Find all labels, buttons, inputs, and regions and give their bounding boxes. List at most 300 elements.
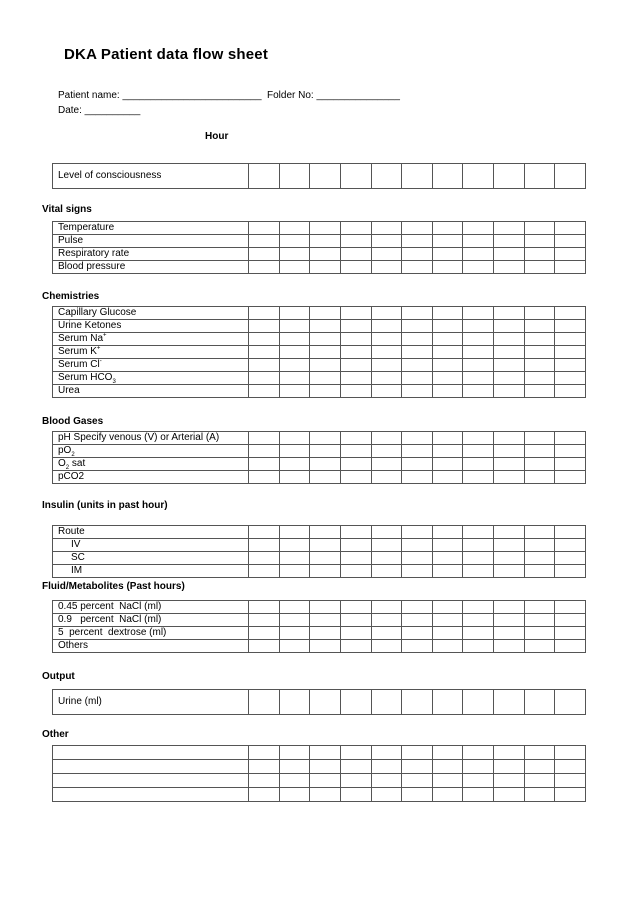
entry-cell <box>402 690 433 715</box>
entry-cell <box>494 164 525 189</box>
table-row <box>53 248 586 261</box>
entry-cell <box>371 640 402 653</box>
entry-cell <box>463 222 494 235</box>
entry-cell <box>249 346 280 359</box>
entry-cell <box>249 746 280 760</box>
entry-cell <box>524 690 555 715</box>
entry-cell <box>279 385 310 398</box>
entry-cell <box>432 760 463 774</box>
entry-cell <box>249 774 280 788</box>
entry-cell <box>555 248 586 261</box>
entry-cell <box>371 222 402 235</box>
entry-cell <box>249 261 280 274</box>
entry-cell <box>249 307 280 320</box>
entry-cell <box>432 690 463 715</box>
entry-cell <box>555 235 586 248</box>
entry-cell <box>494 333 525 346</box>
entry-cell <box>494 222 525 235</box>
entry-cell <box>340 565 371 578</box>
table-row <box>53 222 586 235</box>
entry-cell <box>402 760 433 774</box>
entry-cell <box>310 614 341 627</box>
entry-cell <box>340 359 371 372</box>
entry-cell <box>494 614 525 627</box>
table-row <box>53 746 586 760</box>
entry-cell <box>371 164 402 189</box>
date-field: Date: __________ <box>58 105 141 116</box>
entry-cell <box>371 690 402 715</box>
entry-cell <box>494 432 525 445</box>
entry-cell <box>249 248 280 261</box>
entry-cell <box>310 788 341 802</box>
entry-cell <box>555 601 586 614</box>
entry-cell <box>555 385 586 398</box>
entry-cell <box>279 601 310 614</box>
entry-cell <box>340 539 371 552</box>
entry-cell <box>340 690 371 715</box>
entry-cell <box>524 320 555 333</box>
entry-cell <box>371 760 402 774</box>
row-label <box>53 746 249 760</box>
entry-cell <box>432 261 463 274</box>
entry-cell <box>524 539 555 552</box>
entry-cell <box>524 385 555 398</box>
entry-cell <box>494 261 525 274</box>
entry-cell <box>340 235 371 248</box>
entry-cell <box>279 471 310 484</box>
entry-cell <box>279 565 310 578</box>
entry-cell <box>340 320 371 333</box>
entry-cell <box>432 614 463 627</box>
row-label: Temperature <box>53 222 249 235</box>
entry-cell <box>402 346 433 359</box>
table-row <box>53 164 586 189</box>
entry-cell <box>432 222 463 235</box>
entry-cell <box>371 372 402 385</box>
entry-cell <box>279 774 310 788</box>
entry-cell <box>371 614 402 627</box>
entry-cell <box>310 445 341 458</box>
entry-cell <box>310 640 341 653</box>
table-row <box>53 627 586 640</box>
hour-label: Hour <box>205 131 229 142</box>
row-label: pCO2 <box>53 471 249 484</box>
entry-cell <box>402 458 433 471</box>
entry-cell <box>463 359 494 372</box>
entry-cell <box>340 346 371 359</box>
entry-cell <box>555 346 586 359</box>
entry-cell <box>249 539 280 552</box>
section-title-vital-signs: Vital signs <box>42 204 92 215</box>
entry-cell <box>371 458 402 471</box>
entry-cell <box>463 539 494 552</box>
entry-cell <box>310 774 341 788</box>
entry-cell <box>371 552 402 565</box>
entry-cell <box>402 248 433 261</box>
table-row <box>53 385 586 398</box>
table-row <box>53 552 586 565</box>
entry-cell <box>555 333 586 346</box>
entry-cell <box>279 746 310 760</box>
row-label: Respiratory rate <box>53 248 249 261</box>
entry-cell <box>279 235 310 248</box>
entry-cell <box>249 627 280 640</box>
row-label: Serum $HCO_3$ <box>53 372 249 385</box>
row-label: pH Specify venous (V) or Arterial (A) <box>53 432 249 445</box>
entry-cell <box>340 471 371 484</box>
entry-cell <box>524 372 555 385</box>
entry-cell <box>371 788 402 802</box>
entry-cell <box>340 248 371 261</box>
table-row <box>53 690 586 715</box>
row-label: Others <box>53 640 249 653</box>
entry-cell <box>463 346 494 359</box>
section-title-output: Output <box>42 671 75 682</box>
table-row <box>53 788 586 802</box>
table-row <box>53 235 586 248</box>
entry-cell <box>463 307 494 320</box>
entry-cell <box>371 445 402 458</box>
entry-cell <box>402 307 433 320</box>
entry-cell <box>463 565 494 578</box>
entry-cell <box>371 320 402 333</box>
table-row <box>53 471 586 484</box>
entry-cell <box>402 235 433 248</box>
row-label: Blood pressure <box>53 261 249 274</box>
folder-no-field: Folder No: _______________ <box>267 90 400 101</box>
table-row <box>53 372 586 385</box>
entry-cell <box>432 432 463 445</box>
entry-cell <box>279 333 310 346</box>
entry-cell <box>310 565 341 578</box>
entry-cell <box>402 539 433 552</box>
entry-cell <box>279 552 310 565</box>
section-title-blood-gases: Blood Gases <box>42 416 104 427</box>
entry-cell <box>340 760 371 774</box>
entry-cell <box>524 565 555 578</box>
entry-cell <box>279 640 310 653</box>
entry-cell <box>524 359 555 372</box>
entry-cell <box>279 359 310 372</box>
entry-cell <box>555 690 586 715</box>
entry-cell <box>249 372 280 385</box>
table-row <box>53 445 586 458</box>
entry-cell <box>310 760 341 774</box>
entry-cell <box>494 565 525 578</box>
row-label: Serum Cl- <box>53 359 249 372</box>
table-row <box>53 539 586 552</box>
entry-cell <box>340 261 371 274</box>
entry-cell <box>432 788 463 802</box>
patient-name-field: Patient name: _________________________ <box>58 90 262 101</box>
table-row <box>53 774 586 788</box>
table-row <box>53 458 586 471</box>
entry-cell <box>432 307 463 320</box>
table-row <box>53 320 586 333</box>
vital-signs-table <box>52 221 586 274</box>
entry-cell <box>432 640 463 653</box>
entry-cell <box>494 627 525 640</box>
entry-cell <box>279 372 310 385</box>
entry-cell <box>402 320 433 333</box>
entry-cell <box>432 539 463 552</box>
entry-cell <box>310 359 341 372</box>
entry-cell <box>494 640 525 653</box>
entry-cell <box>310 222 341 235</box>
entry-cell <box>494 552 525 565</box>
entry-cell <box>555 432 586 445</box>
row-label: 0.9 percent NaCl (ml) <box>53 614 249 627</box>
row-label: Urine Ketones <box>53 320 249 333</box>
entry-cell <box>463 760 494 774</box>
entry-cell <box>524 458 555 471</box>
entry-cell <box>402 333 433 346</box>
blood-gases-table <box>52 431 586 484</box>
entry-cell <box>432 471 463 484</box>
entry-cell <box>310 539 341 552</box>
entry-cell <box>463 552 494 565</box>
entry-cell <box>279 526 310 539</box>
entry-cell <box>494 385 525 398</box>
row-label: Capillary Glucose <box>53 307 249 320</box>
entry-cell <box>463 526 494 539</box>
entry-cell <box>340 307 371 320</box>
table-row <box>53 760 586 774</box>
entry-cell <box>249 333 280 346</box>
entry-cell <box>494 235 525 248</box>
entry-cell <box>432 774 463 788</box>
entry-cell <box>524 601 555 614</box>
insulin-table <box>52 525 586 578</box>
entry-cell <box>463 640 494 653</box>
entry-cell <box>402 372 433 385</box>
entry-cell <box>249 458 280 471</box>
entry-cell <box>340 385 371 398</box>
entry-cell <box>340 774 371 788</box>
entry-cell <box>494 690 525 715</box>
entry-cell <box>494 526 525 539</box>
entry-cell <box>279 539 310 552</box>
row-label: Route <box>53 526 249 539</box>
entry-cell <box>310 627 341 640</box>
entry-cell <box>249 471 280 484</box>
entry-cell <box>432 601 463 614</box>
entry-cell <box>524 627 555 640</box>
entry-cell <box>310 333 341 346</box>
entry-cell <box>402 359 433 372</box>
entry-cell <box>432 320 463 333</box>
entry-cell <box>402 471 433 484</box>
entry-cell <box>279 614 310 627</box>
entry-cell <box>494 774 525 788</box>
entry-cell <box>494 471 525 484</box>
fluids-table <box>52 600 586 653</box>
entry-cell <box>494 359 525 372</box>
entry-cell <box>463 445 494 458</box>
entry-cell <box>402 385 433 398</box>
row-label: Urea <box>53 385 249 398</box>
entry-cell <box>340 372 371 385</box>
entry-cell <box>371 385 402 398</box>
entry-cell <box>340 746 371 760</box>
entry-cell <box>340 614 371 627</box>
entry-cell <box>463 235 494 248</box>
entry-cell <box>249 235 280 248</box>
row-label: 5 percent dextrose (ml) <box>53 627 249 640</box>
entry-cell <box>402 552 433 565</box>
entry-cell <box>524 235 555 248</box>
entry-cell <box>524 760 555 774</box>
entry-cell <box>279 307 310 320</box>
entry-cell <box>494 445 525 458</box>
entry-cell <box>555 445 586 458</box>
row-label: Serum K+ <box>53 346 249 359</box>
entry-cell <box>279 222 310 235</box>
entry-cell <box>340 552 371 565</box>
entry-cell <box>555 458 586 471</box>
entry-cell <box>371 235 402 248</box>
entry-cell <box>279 346 310 359</box>
entry-cell <box>402 788 433 802</box>
entry-cell <box>463 432 494 445</box>
entry-cell <box>371 471 402 484</box>
entry-cell <box>371 774 402 788</box>
entry-cell <box>555 539 586 552</box>
row-label: Serum Na+ <box>53 333 249 346</box>
entry-cell <box>494 372 525 385</box>
entry-cell <box>249 760 280 774</box>
entry-cell <box>402 601 433 614</box>
entry-cell <box>524 746 555 760</box>
row-label: IV <box>53 539 249 552</box>
entry-cell <box>340 788 371 802</box>
entry-cell <box>463 774 494 788</box>
entry-cell <box>340 164 371 189</box>
entry-cell <box>279 760 310 774</box>
entry-cell <box>340 601 371 614</box>
entry-cell <box>340 222 371 235</box>
entry-cell <box>310 346 341 359</box>
table-row <box>53 346 586 359</box>
entry-cell <box>402 526 433 539</box>
entry-cell <box>555 526 586 539</box>
entry-cell <box>463 248 494 261</box>
consciousness-table <box>52 163 586 189</box>
entry-cell <box>494 346 525 359</box>
entry-cell <box>463 690 494 715</box>
entry-cell <box>249 164 280 189</box>
entry-cell <box>555 261 586 274</box>
entry-cell <box>432 359 463 372</box>
entry-cell <box>402 746 433 760</box>
entry-cell <box>340 640 371 653</box>
row-label: $pO_2$ <box>53 445 249 458</box>
entry-cell <box>249 614 280 627</box>
entry-cell <box>402 565 433 578</box>
entry-cell <box>402 222 433 235</box>
entry-cell <box>463 627 494 640</box>
entry-cell <box>432 346 463 359</box>
entry-cell <box>494 248 525 261</box>
entry-cell <box>310 432 341 445</box>
entry-cell <box>279 627 310 640</box>
table-row <box>53 601 586 614</box>
entry-cell <box>524 526 555 539</box>
entry-cell <box>371 333 402 346</box>
entry-cell <box>555 746 586 760</box>
entry-cell <box>402 614 433 627</box>
entry-cell <box>279 164 310 189</box>
section-title-insulin: Insulin (units in past hour) <box>42 500 168 511</box>
entry-cell <box>340 333 371 346</box>
entry-cell <box>249 565 280 578</box>
entry-cell <box>310 385 341 398</box>
entry-cell <box>432 627 463 640</box>
entry-cell <box>249 640 280 653</box>
entry-cell <box>524 640 555 653</box>
entry-cell <box>249 385 280 398</box>
entry-cell <box>402 432 433 445</box>
entry-cell <box>310 320 341 333</box>
entry-cell <box>432 458 463 471</box>
entry-cell <box>249 432 280 445</box>
entry-cell <box>555 359 586 372</box>
row-label: Pulse <box>53 235 249 248</box>
entry-cell <box>524 471 555 484</box>
entry-cell <box>524 774 555 788</box>
entry-cell <box>463 164 494 189</box>
entry-cell <box>371 359 402 372</box>
entry-cell <box>524 164 555 189</box>
entry-cell <box>524 333 555 346</box>
entry-cell <box>340 458 371 471</box>
entry-cell <box>555 565 586 578</box>
entry-cell <box>249 788 280 802</box>
entry-cell <box>249 601 280 614</box>
output-table <box>52 689 586 715</box>
entry-cell <box>463 471 494 484</box>
entry-cell <box>371 432 402 445</box>
entry-cell <box>371 601 402 614</box>
entry-cell <box>524 445 555 458</box>
entry-cell <box>279 445 310 458</box>
entry-cell <box>555 627 586 640</box>
section-title-other: Other <box>42 729 69 740</box>
entry-cell <box>432 164 463 189</box>
entry-cell <box>555 552 586 565</box>
row-label: Level of consciousness <box>53 164 249 189</box>
row-label <box>53 774 249 788</box>
row-label: SC <box>53 552 249 565</box>
entry-cell <box>494 458 525 471</box>
row-label <box>53 788 249 802</box>
entry-cell <box>279 432 310 445</box>
entry-cell <box>524 222 555 235</box>
entry-cell <box>402 640 433 653</box>
entry-cell <box>555 640 586 653</box>
entry-cell <box>432 248 463 261</box>
entry-cell <box>402 164 433 189</box>
row-label: $O_2$ sat <box>53 458 249 471</box>
entry-cell <box>463 601 494 614</box>
table-row <box>53 614 586 627</box>
entry-cell <box>432 372 463 385</box>
entry-cell <box>463 372 494 385</box>
entry-cell <box>402 774 433 788</box>
entry-cell <box>310 471 341 484</box>
other-table <box>52 745 586 802</box>
entry-cell <box>310 690 341 715</box>
